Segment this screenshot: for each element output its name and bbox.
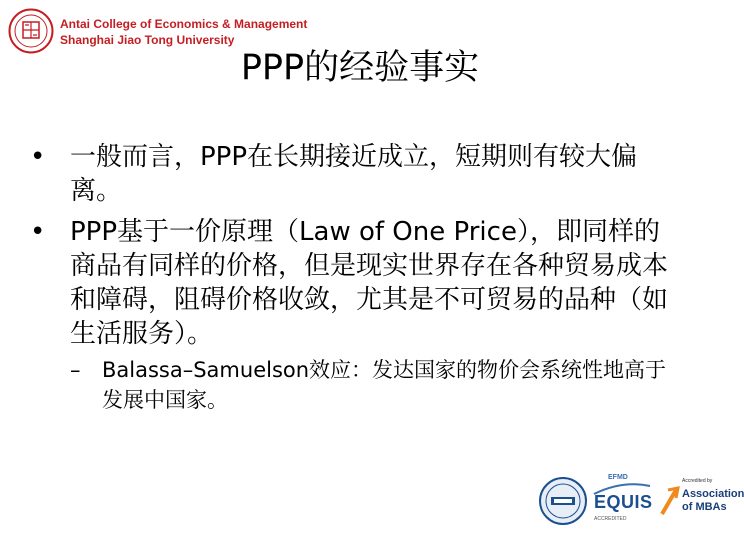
- equis-top-text: EFMD: [608, 474, 628, 481]
- college-name-line2: Shanghai Jiao Tong University: [60, 33, 235, 47]
- bullet-text: PPP基于一价原理（Law of One Price），即同样的商品有同样的价格，但是现实世界存在各种贸易成本和障碍，阻碍价格收敛，尤其是不可贸易的品种（如生活服务）。: [70, 217, 669, 349]
- bullet-text: 一般而言，PPP在长期接近成立，短期则有较大偏离。: [70, 142, 638, 206]
- bullet-marker: •: [30, 217, 46, 247]
- bullet-list: [30, 140, 680, 422]
- sub-bullet-list: [70, 355, 680, 415]
- bullet-item: [30, 215, 680, 415]
- sub-bullet-text: Balassa–Samuelson效应：发达国家的物价会系统性地高于发展中国家。: [102, 358, 667, 412]
- equis-sub-text: ACCREDITED: [594, 516, 627, 522]
- sub-bullet-item: [70, 355, 680, 415]
- amba-arrow-icon: [660, 486, 680, 516]
- amba-logo: [660, 474, 744, 530]
- bullet-marker: •: [30, 142, 46, 172]
- equis-word: EQUIS: [594, 492, 653, 512]
- amba-small-text: Accredited by: [682, 478, 713, 484]
- amba-line1: Association: [682, 488, 744, 500]
- college-name-line1: Antai College of Economics & Management: [60, 17, 308, 31]
- accreditation-logos: [538, 472, 744, 532]
- equis-logo: [592, 474, 654, 528]
- aacsb-logo-icon: [538, 476, 588, 526]
- slide-title: PPP的经验事实: [240, 48, 480, 88]
- sub-bullet-marker: –: [70, 358, 81, 382]
- amba-line2: of MBAs: [682, 501, 727, 513]
- bullet-item: [30, 140, 680, 208]
